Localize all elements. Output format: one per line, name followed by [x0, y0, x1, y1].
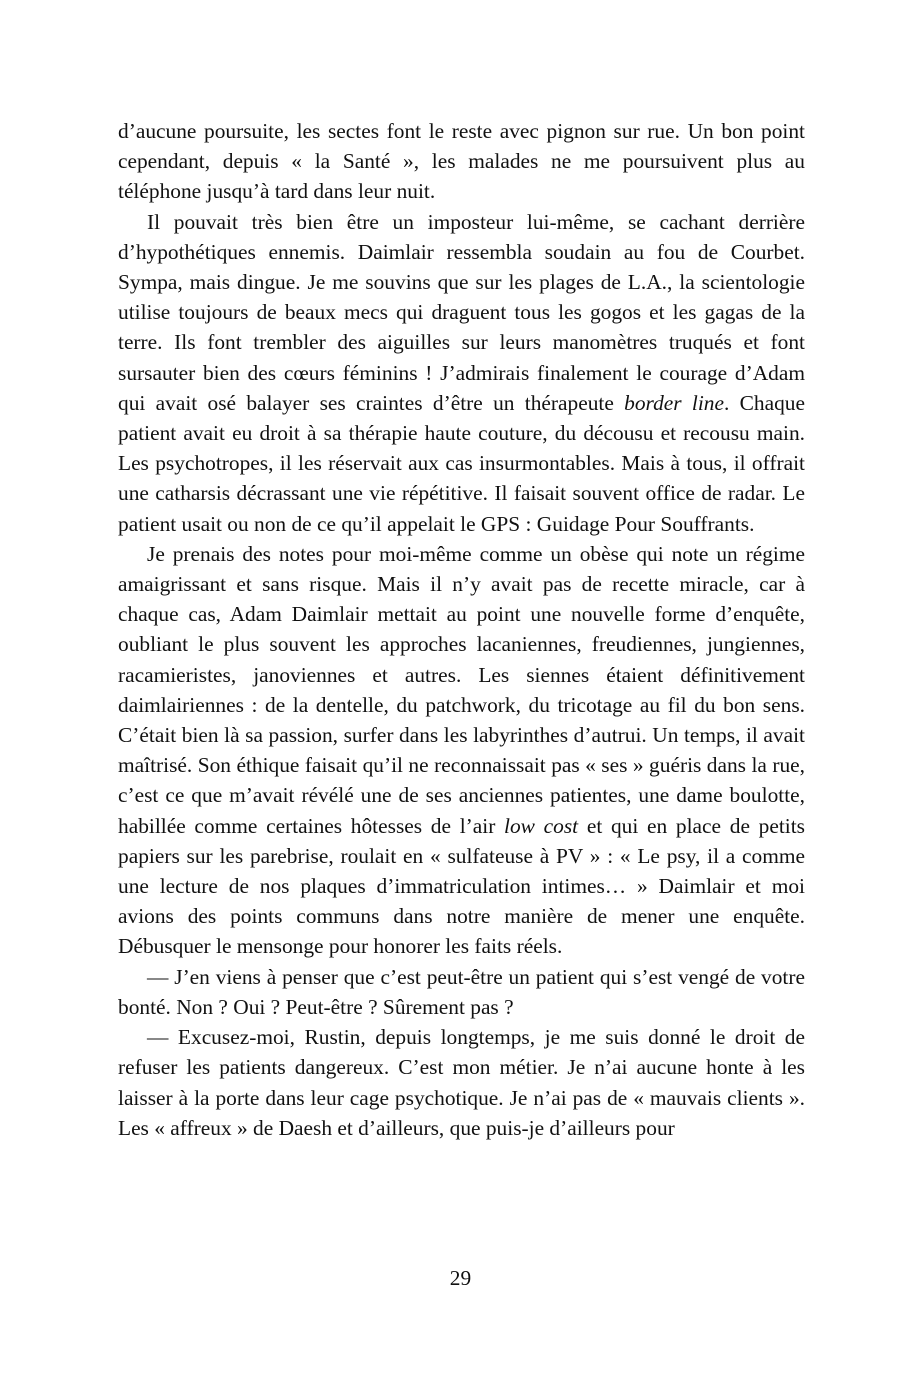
paragraph — [118, 207, 805, 539]
text-run: Je prenais des notes pour moi-même comme un obèse qui note un régime amaigrissant et sans risque. Mais il n’y avait pas de recette miracle, car à chaque cas, Adam Daimlair mettait au point une nouvelle forme d’enquête, oubliant le plus souvent les approches lacaniennes, freudiennes, jungiennes, racamieristes, janoviennes et autres. Les siennes étaient définitivement daimlairiennes : de la dentelle, du patchwork, du tricotage au fil du bon sens. C’était bien là sa passion, surfer dans les labyrinthes d’autrui. Un temps, il avait maîtrisé. Son éthique faisait qu’il ne reconnaissait pas « ses » guéris dans la rue, c’est ce que m’avait révélé une de ses anciennes patientes, une dame boulotte, habillée comme certaines hôtesses de l’air — [118, 541, 805, 838]
paragraph — [118, 539, 805, 962]
paragraph — [118, 1022, 805, 1143]
page-body-text — [118, 116, 805, 1143]
text-run: Il pouvait très bien être un imposteur lui-même, se cachant derrière d’hypothétiques ennemis. Daimlair ressembla soudain au fou de Courbet. Sympa, mais dingue. Je me souvins que sur les plages de L.A., la scientologie utilise toujours de beaux mecs qui draguent tous les gogos et les gagas de la terre. Ils font trembler des aiguilles sur leurs manomètres truqués et font sursauter bien des cœurs féminins ! J’admirais finalement le courage d’Adam qui avait osé balayer ses craintes d’être un thérapeute — [118, 209, 805, 415]
italic-text: low cost — [504, 813, 579, 838]
text-run: — J’en viens à penser que c’est peut-être un patient qui s’est vengé de votre bonté. Non ? Oui ? Peut-être ? Sûrement pas ? — [118, 964, 805, 1019]
text-run: et qui en place de petits papiers sur les parebrise, roulait en « sulfateuse à PV » : « Le psy, il a comme une lecture de nos plaques d’immatriculation intimes… » Daimlair et moi avions des points communs dans notre manière de mener une enquête. Débusquer le mensonge pour honorer les faits réels. — [118, 813, 805, 959]
italic-text: border line — [624, 390, 724, 415]
paragraph — [118, 116, 805, 207]
paragraph — [118, 962, 805, 1022]
page-number: 29 — [449, 1266, 472, 1290]
text-run: d’aucune poursuite, les sectes font le reste avec pignon sur rue. Un bon point cependant, depuis « la Santé », les malades ne me poursuivent plus au téléphone jusqu’à tard dans leur nuit. — [118, 119, 805, 204]
text-run: — Excusez-moi, Rustin, depuis longtemps, je me suis donné le droit de refuser les patients dangereux. C’est mon métier. Je n’ai aucune honte à les laisser à la porte dans leur cage psychotique. Je n’ai pas de « mauvais clients ». Les « affreux » de Daesh et d’ailleurs, que puis-je d’ailleurs pour — [118, 1025, 805, 1140]
text-run: . Chaque patient avait eu droit à sa thérapie haute couture, du décousu et recousu main. Les psychotropes, il les réservait aux cas insurmontables. Mais à tous, il offrait une catharsis décrassant une vie répétitive. Il faisait souvent office de radar. Le patient usait ou non de ce qu’il appelait le GPS : Guidage Pour Souffrants. — [118, 390, 805, 536]
